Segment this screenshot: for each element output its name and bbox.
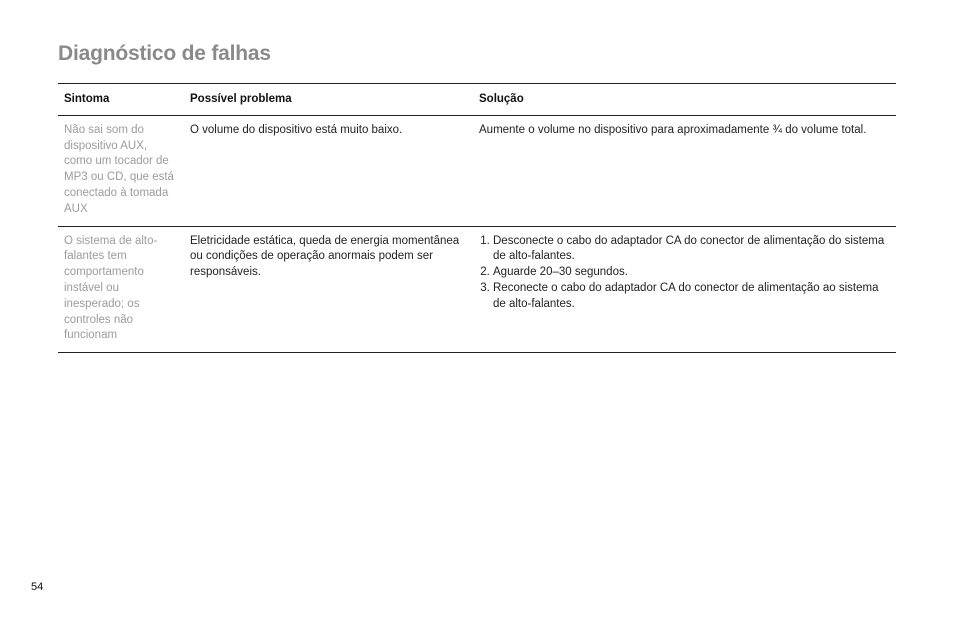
solution-cell (473, 226, 896, 353)
table-row (58, 115, 896, 226)
solution-step: 2. Aguarde 20–30 segundos. (493, 265, 890, 281)
solution-step: 3. Reconecte o cabo do adaptador CA do conector de alimentação ao sistema de alto-falantes. (493, 281, 890, 313)
table-row (58, 226, 896, 353)
header-symptom: Sintoma (58, 84, 184, 116)
problem-cell: O volume do dispositivo está muito baixo. (184, 115, 473, 226)
symptom-cell: O sistema de alto-falantes tem comportamento instável ou inesperado; os controles não funcionam (58, 226, 184, 353)
troubleshooting-table (58, 83, 896, 353)
solution-steps-list (479, 234, 890, 313)
page-title: Diagnóstico de falhas (58, 42, 271, 65)
problem-cell: Eletricidade estática, queda de energia momentânea ou condições de operação anormais podem ser responsáveis. (184, 226, 473, 353)
solution-cell: Aumente o volume no dispositivo para aproximadamente ¾ do volume total. (473, 115, 896, 226)
solution-step: 1. Desconecte o cabo do adaptador CA do conector de alimentação do sistema de alto-falantes. (493, 234, 890, 266)
page-number: 54 (31, 581, 44, 593)
header-problem: Possível problema (184, 84, 473, 116)
header-solution: Solução (473, 84, 896, 116)
table-header-row (58, 84, 896, 116)
symptom-cell: Não sai som do dispositivo AUX, como um tocador de MP3 ou CD, que está conectado à tomada AUX (58, 115, 184, 226)
